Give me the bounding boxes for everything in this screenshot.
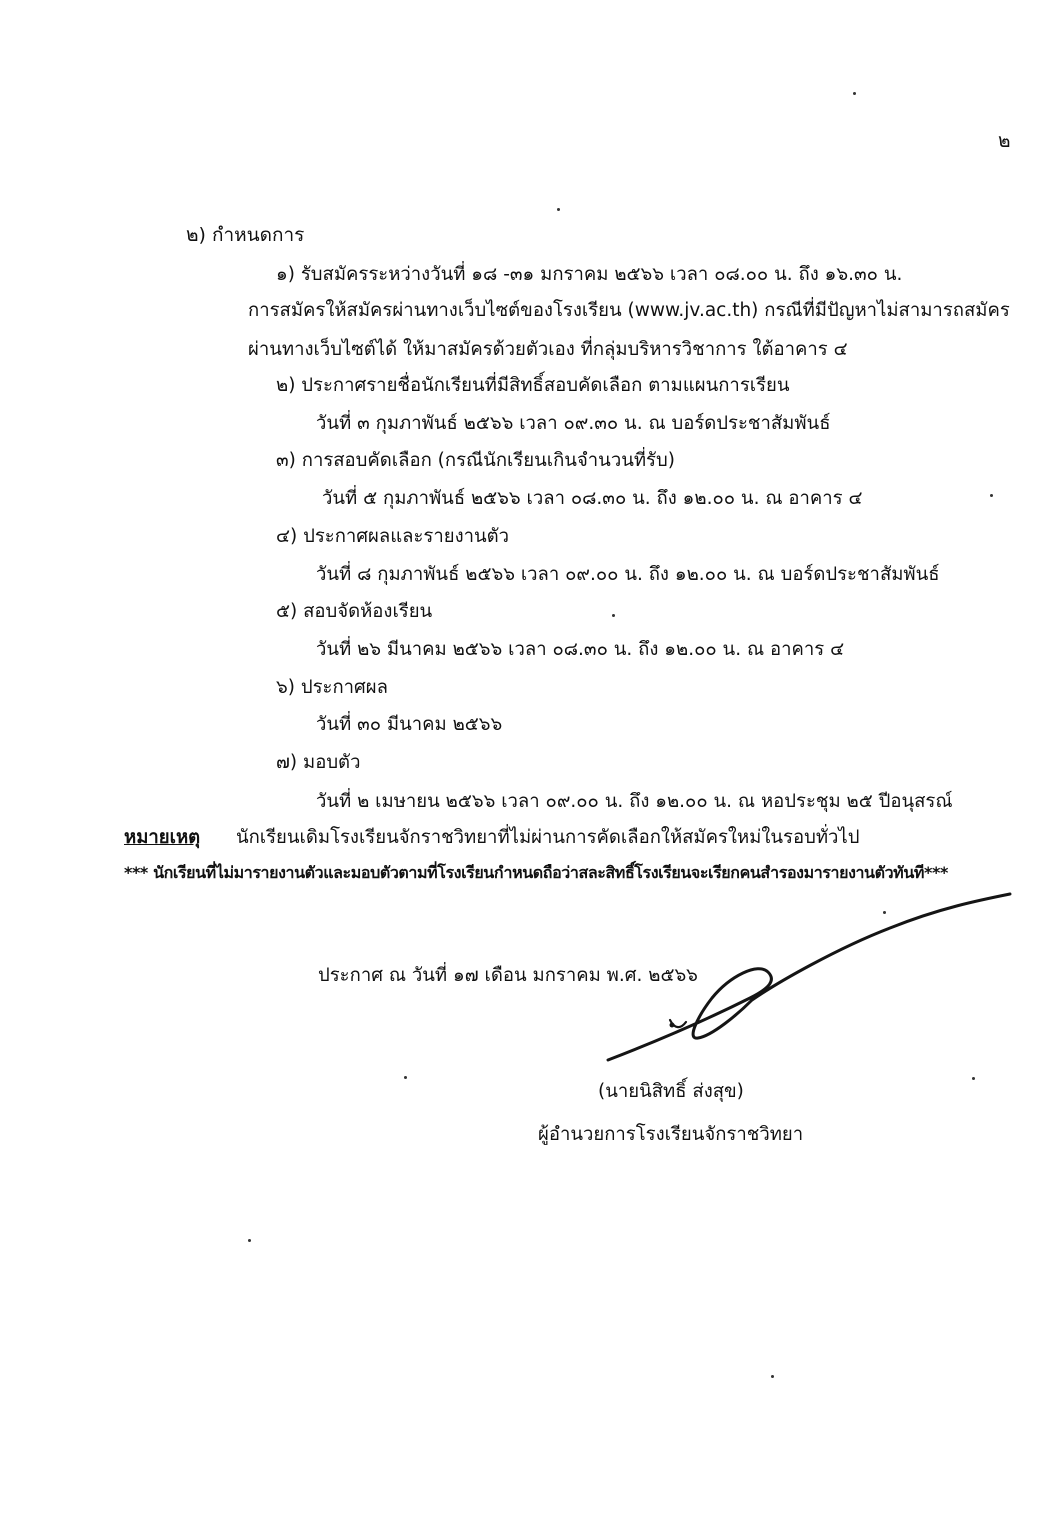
item-5-detail: วันที่ ๒๖ มีนาคม ๒๕๖๖ เวลา ๐๘.๓๐ น. ถึง ๑๒.๐๐ น. ณ อาคาร ๔ [316, 639, 845, 660]
item-2-detail: วันที่ ๓ กุมภาพันธ์ ๒๕๖๖ เวลา ๐๙.๓๐ น. ณ บอร์ดประชาสัมพันธ์ [316, 413, 831, 434]
item-3-title: ๓) การสอบคัดเลือก (กรณีนักเรียนเกินจำนวนที่รับ) [276, 450, 675, 471]
remark-warning: *** นักเรียนที่ไม่มารายงานตัวและมอบตัวตามที่โรงเรียนกำหนดถือว่าสละสิทธิ์โรงเรียนจะเรียกคนสำรองมารายงานตัวทันที*** [124, 863, 948, 882]
page-number: ๒ [998, 130, 1011, 152]
item-3-detail: วันที่ ๕ กุมภาพันธ์ ๒๕๖๖ เวลา ๐๘.๓๐ น. ถึง ๑๒.๐๐ น. ณ อาคาร ๔ [322, 488, 863, 509]
item-4-title: ๔) ประกาศผลและรายงานตัว [276, 526, 510, 547]
scan-speck [771, 1375, 774, 1378]
item-5-title: ๕) สอบจัดห้องเรียน [276, 601, 433, 622]
item-6-title: ๖) ประกาศผล [276, 677, 388, 698]
signatory-name: (นายนิสิทธิ์ ส่งสุข) [598, 1081, 744, 1102]
item-7-detail: วันที่ ๒ เมษายน ๒๕๖๖ เวลา ๐๙.๐๐ น. ถึง ๑๒.๐๐ น. ณ หอประชุม ๒๕ ปีอนุสรณ์ [316, 791, 953, 812]
scan-speck [972, 1077, 975, 1080]
remark-label: หมายเหตุ [124, 827, 201, 848]
signature-image [600, 890, 1020, 1075]
item-1-line-1: ๑) รับสมัครระหว่างวันที่ ๑๘ -๓๑ มกราคม ๒๕๖๖ เวลา ๐๘.๐๐ น. ถึง ๑๖.๓๐ น. [276, 264, 903, 285]
scan-speck [404, 1076, 407, 1079]
remark [124, 829, 859, 848]
item-1-line-2: การสมัครให้สมัครผ่านทางเว็บไซต์ของโรงเรียน (www.jv.ac.th) กรณีที่มีปัญหาไม่สามารถสมัคร [248, 300, 1010, 321]
item-4-detail: วันที่ ๘ กุมภาพันธ์ ๒๕๖๖ เวลา ๐๙.๐๐ น. ถึง ๑๒.๐๐ น. ณ บอร์ดประชาสัมพันธ์ [316, 564, 940, 585]
scan-speck [990, 494, 993, 497]
item-7-title: ๗) มอบตัว [276, 752, 361, 773]
signatory-position: ผู้อำนวยการโรงเรียนจักราชวิทยา [538, 1124, 804, 1145]
scan-speck [612, 614, 615, 617]
scan-speck [557, 208, 560, 211]
scan-speck [883, 911, 886, 914]
scan-speck [248, 1239, 251, 1242]
section-heading: ๒) กำหนดการ [186, 224, 305, 246]
item-2-title: ๒) ประกาศรายชื่อนักเรียนที่มีสิทธิ์สอบคัดเลือก ตามแผนการเรียน [276, 375, 790, 396]
item-1-line-3: ผ่านทางเว็บไซต์ได้ ให้มาสมัครด้วยตัวเอง ที่กลุ่มบริหารวิชาการ ใต้อาคาร ๔ [248, 339, 848, 360]
remark-text: นักเรียนเดิมโรงเรียนจักราชวิทยาที่ไม่ผ่านการคัดเลือกให้สมัครใหม่ในรอบทั่วไป [235, 827, 860, 848]
item-6-detail: วันที่ ๓๐ มีนาคม ๒๕๖๖ [316, 714, 503, 735]
scan-speck [853, 92, 856, 95]
announcement-date: ประกาศ ณ วันที่ ๑๗ เดือน มกราคม พ.ศ. ๒๕๖๖ [318, 965, 698, 986]
